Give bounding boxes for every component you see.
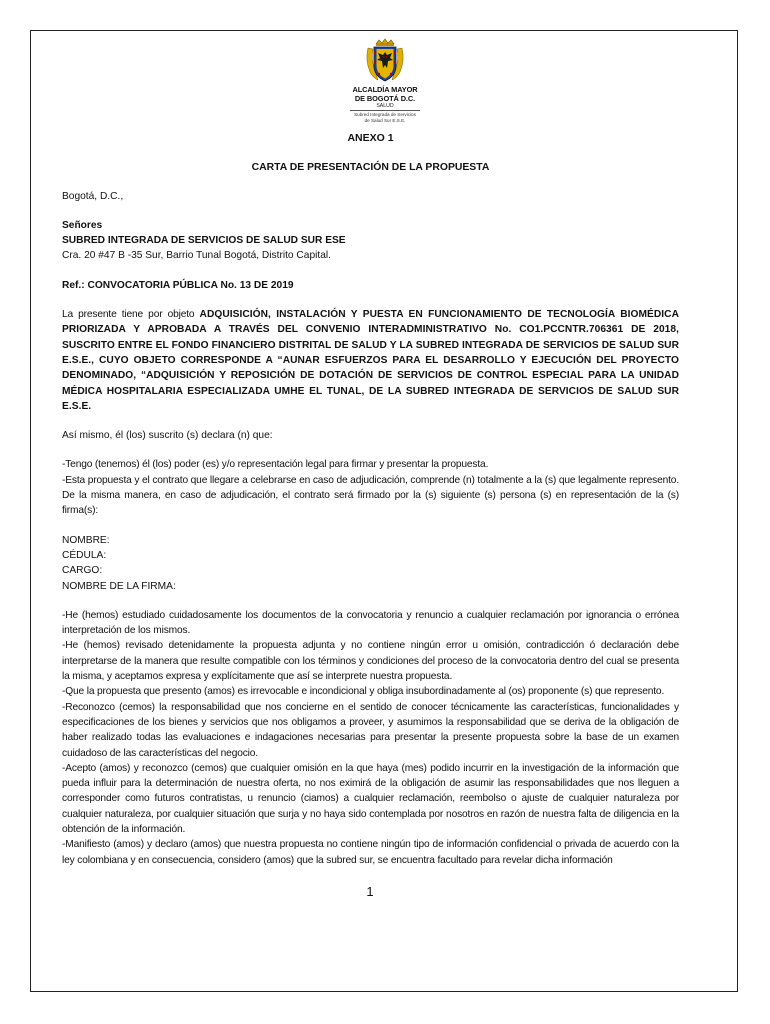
- object-text: ADQUISICIÓN, INSTALACIÓN Y PUESTA EN FUNCIONAMIENTO DE TECNOLOGÍA BIOMÉDICA PRIORIZADA Y APROBADA A TRAVÉS DEL CONVENIO INTERADMINISTRATIVO No. CO1.PCCNTR.706361 DE 2018, SUSCRITO ENTRE EL FONDO FINANCIERO DISTRITAL DE SALUD Y LA SUBRED INTEGRADA DE SERVICIOS DE SALUD SUR E.S.E., CUYO OBJETO CORRESPONDE A “AUNAR ESFUERZOS PARA EL DESARROLLO Y EJECUCIÓN DEL PROYECTO DENOMINADO, “ADQUISICIÓN Y REPOSICIÓN DE DOTACIÓN DE SERVICIOS DE CONTROL ESPECIAL PARA LA UNIDAD MÉDICA HOSPITALARIA ESPECIALIZADA UMHE EL TUNAL, DE LA SUBRED INTEGRADA DE SERVICIOS DE SALUD SUR E.S.E.: [62, 309, 679, 412]
- field-id: CÉDULA:: [62, 549, 107, 561]
- clause-legal-power: -Tengo (tenemos) él (los) poder (es) y/o representación legal para firmar y presentar la propuesta.: [62, 459, 489, 471]
- annex-heading: ANEXO 1: [347, 132, 394, 144]
- field-name: NOMBRE:: [62, 534, 110, 546]
- object-paragraph: [62, 307, 679, 414]
- document-title: CARTA DE PRESENTACIÓN DE LA PROPUESTA: [251, 162, 490, 174]
- clause-contract-signature: -Esta propuesta y el contrato que llegare a celebrarse en caso de adjudicación, comprende (n) totalmente a la (s) que legalmente represento. De la misma manera, en caso de adjudicación, el contrato será firmado por la (s) siguiente (s) persona (s) en representación de la (s) firma(s):: [62, 474, 679, 517]
- object-intro: La presente tiene por objeto: [62, 309, 200, 321]
- declaration-intro: Así mismo, él (los) suscrito (s) declara (n) que:: [62, 430, 273, 442]
- recipient-address: Cra. 20 #47 B -35 Sur, Barrio Tunal Bogotá, Distrito Capital.: [62, 250, 331, 262]
- clause-confidentiality: -Manifiesto (amos) y declaro (amos) que nuestra propuesta no contiene ningún tipo de información confidencial o privada de acuerdo con la ley colombiana y en consecuencia, considero (amos) que la subred sur, se encuentra facultado para revelar dicha información: [62, 839, 679, 866]
- salutation: Señores: [62, 219, 103, 231]
- org-subred-line1: Subred Integrada de Servicios: [354, 112, 416, 118]
- letterhead-divider: [350, 110, 420, 111]
- clause-responsibility: -Reconozco (cemos) la responsabilidad que nos concierne en el sentido de conocer técnicamente las características, funcionalidades y especificaciones de los bienes y servicios que nos obligamos a proveer, y asumimos la responsabilidad que se deriva de la obligación de haber realizado todas las evaluaciones e indagaciones necesarias para presentar la presente propuesta sobre la base de un examen cuidadoso de las características del negocio.: [62, 701, 679, 759]
- clause-omission: -Acepto (amos) y reconozco (cemos) que cualquier omisión en la que haya (mes) podido incurrir en la investigación de la información que pueda influir para la determinación de nuestra oferta, no nos eximirá de la obligación de asumir las responsabilidades que nos lleguen a corresponder como futuros contratistas, u renuncio (ciamos) a cualquier reclamación, reembolso o ajuste de cualquier naturaleza por cualquier naturaleza, por cualquier situación que surja y no haya sido contemplada por nosotros en razón de nuestra falta de diligencia en la obtención de la información.: [62, 762, 679, 835]
- org-name-line2: DE BOGOTÁ D.C.: [354, 93, 416, 103]
- bogota-coat-of-arms-icon: [364, 38, 406, 84]
- page-number: 1: [366, 884, 374, 899]
- org-name-line1: ALCALDÍA MAYOR: [352, 85, 418, 94]
- org-sector: SALUD: [376, 103, 394, 110]
- clause-studied-documents: -He (hemos) estudiado cuidadosamente los documentos de la convocatoria y renuncio a cualquier reclamación por ignorancia o errónea interpretación de los mismos.: [62, 609, 679, 637]
- recipient-name: SUBRED INTEGRADA DE SERVICIOS DE SALUD SUR ESE: [62, 235, 346, 247]
- city-line: Bogotá, D.C.,: [62, 190, 124, 202]
- letter-body: [62, 131, 679, 868]
- field-position: CARGO:: [62, 565, 103, 577]
- org-subred-line2: de Salud Sur E.S.E.: [364, 117, 406, 123]
- reference-line: Ref.: CONVOCATORIA PÚBLICA No. 13 DE 2019: [62, 279, 294, 291]
- letterhead: [330, 38, 440, 123]
- clause-irrevocable: -Que la propuesta que presento (amos) es irrevocable e incondicional y obliga insubordinadamente al (os) proponente (s) que represento.: [62, 686, 665, 698]
- clause-reviewed-proposal: -He (hemos) revisado detenidamente la propuesta adjunta y no contiene ningún error u omisión, contradicción ó declaración debe interpretarse de la manera que resulte compatible con los términos y condiciones del proceso de la convocatoria dentro del cual se presenta la misma, y aceptamos expresa y explícitamente que así se interprete nuestra propuesta.: [62, 640, 679, 683]
- field-firm-name: NOMBRE DE LA FIRMA:: [62, 580, 176, 592]
